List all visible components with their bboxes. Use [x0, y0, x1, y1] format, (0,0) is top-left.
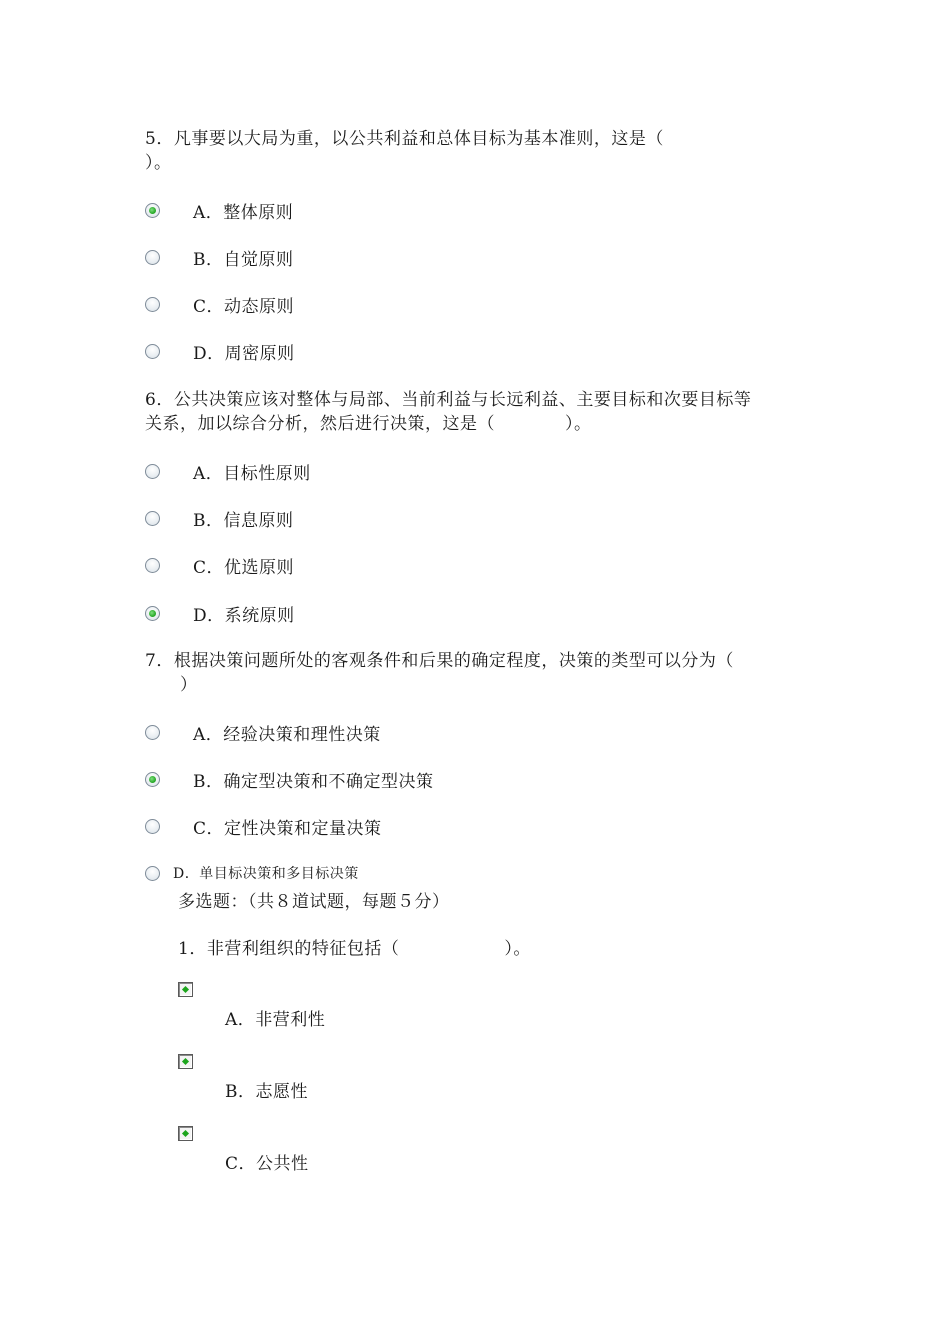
- question-7-text-line1: 7．根据决策问题所处的客观条件和后果的确定程度，决策的类型可以分为（: [145, 651, 734, 671]
- checkbox-checked-icon[interactable]: [178, 1126, 193, 1141]
- radio-checked-icon[interactable]: [145, 606, 160, 621]
- option-label: D．单目标决策和多目标决策: [173, 866, 359, 882]
- radio-unchecked-icon[interactable]: [145, 344, 160, 359]
- q7-option-d[interactable]: [145, 861, 359, 885]
- option-label: C．定性决策和定量决策: [193, 818, 382, 839]
- radio-unchecked-icon[interactable]: [145, 511, 160, 526]
- question-6: [145, 388, 815, 436]
- q7-option-b[interactable]: [145, 767, 434, 791]
- option-label: B．确定型决策和不确定型决策: [193, 771, 434, 792]
- option-label: D．周密原则: [193, 343, 295, 364]
- option-label: C．优选原则: [193, 557, 295, 578]
- checkbox-checked-icon[interactable]: [178, 1054, 193, 1069]
- q5-option-c[interactable]: [145, 292, 294, 316]
- question-5-text-line1: 5．凡事要以大局为重，以公共利益和总体目标为基本准则，这是（: [145, 129, 664, 149]
- m1-option-b-label: B．志愿性: [225, 1082, 308, 1102]
- option-label: A．经验决策和理性决策: [193, 724, 381, 745]
- section-heading-multi-choice: 多选题：（共８道试题，每题５分）: [178, 892, 450, 912]
- radio-unchecked-icon[interactable]: [145, 725, 160, 740]
- question-6-text-line1: 6．公共决策应该对整体与局部、当前利益与长远利益、主要目标和次要目标等: [145, 390, 752, 410]
- radio-unchecked-icon[interactable]: [145, 250, 160, 265]
- question-5-text-line2: ）。: [145, 153, 172, 173]
- multi-question-1: 1．非营利组织的特征包括（ ）。: [178, 939, 531, 959]
- question-7-text-line2: ）: [145, 675, 198, 695]
- radio-unchecked-icon[interactable]: [145, 558, 160, 573]
- option-label: A．整体原则: [193, 202, 294, 223]
- option-label: B．信息原则: [193, 510, 294, 531]
- m1-option-c-label: C．公共性: [225, 1154, 309, 1174]
- question-5: [145, 127, 815, 175]
- radio-checked-icon[interactable]: [145, 772, 160, 787]
- option-label: C．动态原则: [193, 296, 295, 317]
- q5-option-a[interactable]: [145, 198, 293, 222]
- q7-option-a[interactable]: [145, 720, 381, 744]
- question-7: [145, 649, 815, 697]
- option-label: A．目标性原则: [193, 463, 311, 484]
- option-label: D．系统原则: [193, 605, 295, 626]
- m1-option-a-label: A．非营利性: [225, 1010, 326, 1030]
- radio-unchecked-icon[interactable]: [145, 819, 160, 834]
- radio-checked-icon[interactable]: [145, 203, 160, 218]
- q6-option-c[interactable]: [145, 553, 294, 577]
- checkbox-checked-icon[interactable]: [178, 982, 193, 997]
- q5-option-d[interactable]: [145, 339, 295, 363]
- q6-option-b[interactable]: [145, 506, 294, 530]
- question-6-text-line2: 关系，加以综合分析，然后进行决策，这是（ ）。: [145, 414, 592, 434]
- radio-unchecked-icon[interactable]: [145, 297, 160, 312]
- q6-option-a[interactable]: [145, 459, 311, 483]
- q6-option-d[interactable]: [145, 601, 295, 625]
- q5-option-b[interactable]: [145, 245, 294, 269]
- q7-option-c[interactable]: [145, 814, 382, 838]
- radio-unchecked-icon[interactable]: [145, 464, 160, 479]
- option-label: B．自觉原则: [193, 249, 294, 270]
- radio-unchecked-icon[interactable]: [145, 866, 160, 881]
